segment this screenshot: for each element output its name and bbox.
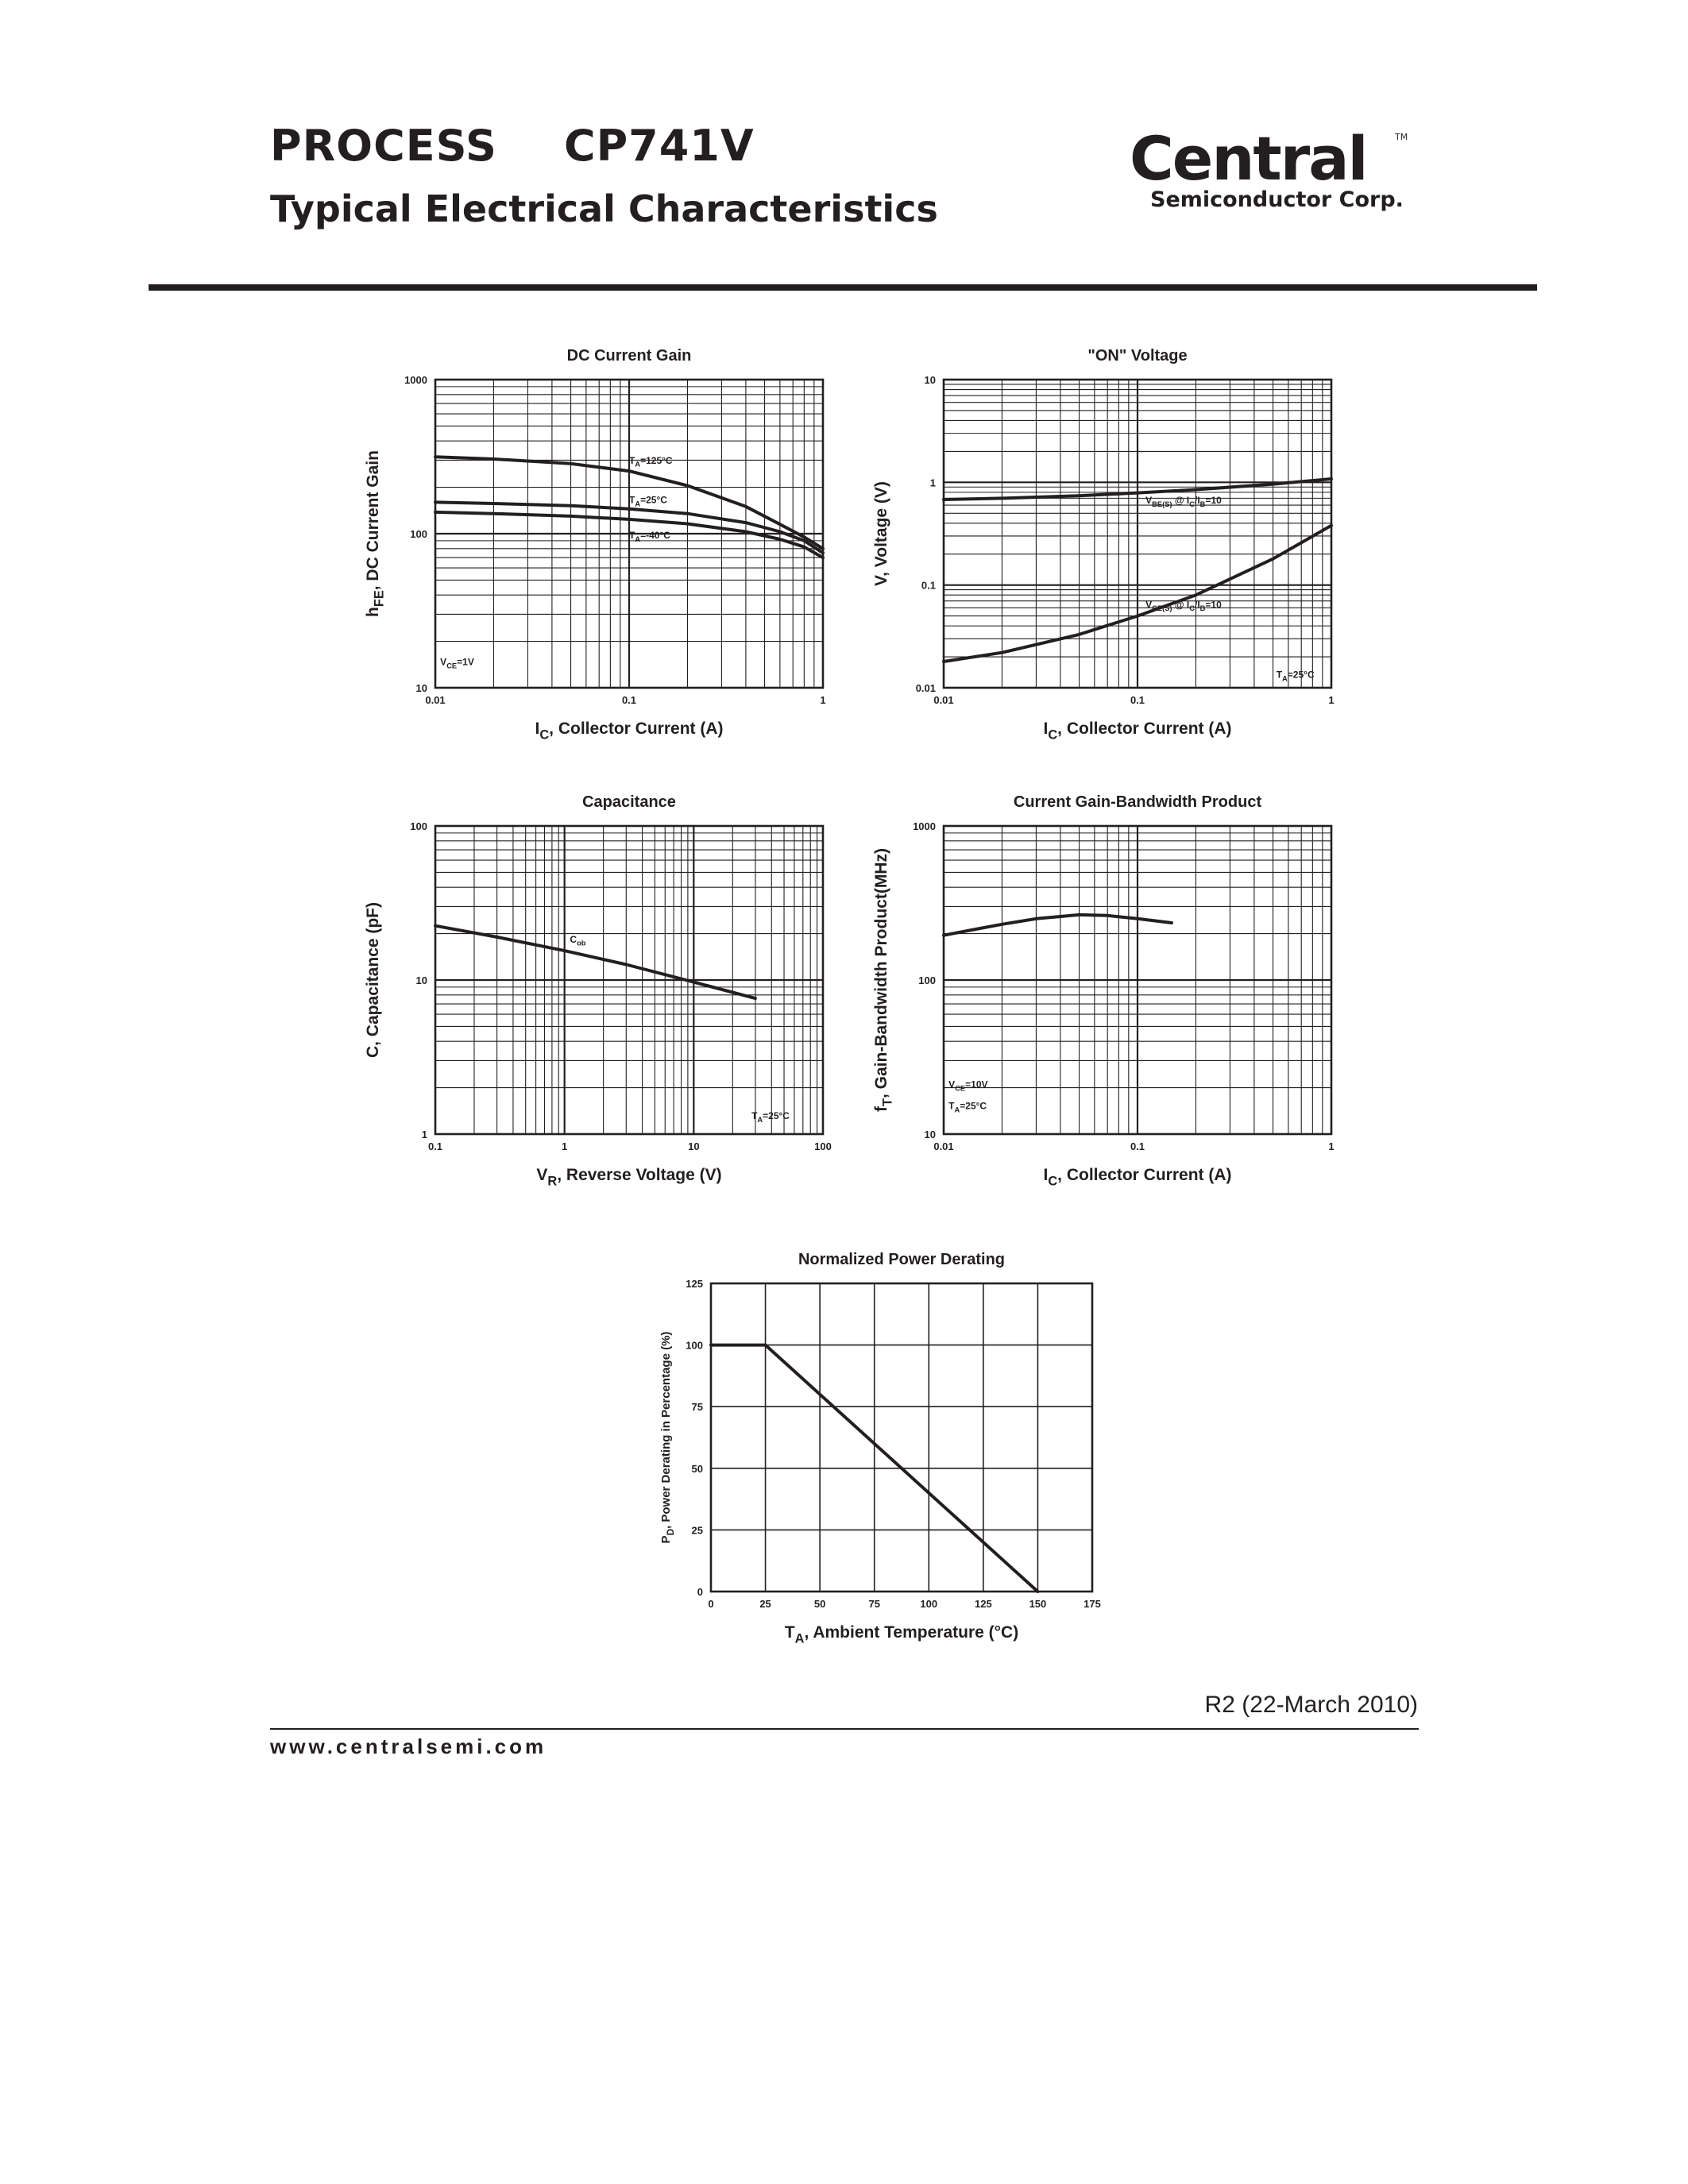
plot-frame [711,1283,1092,1592]
y-tick-label: 50 [691,1462,703,1475]
capacitance-chart [364,793,832,1189]
x-tick-label: 0.1 [621,694,637,706]
part-number: CP741V [563,121,755,171]
x-tick-label: 0.01 [425,694,446,706]
annotation-label: $T_A=125^\circ C$ [629,454,673,469]
x-tick-label: 100 [814,1140,832,1152]
x-tick-label: 1 [1328,1140,1335,1152]
y-tick-label: 125 [686,1278,703,1290]
x-axis-label: $I_C$, Collector Current (A) [1043,1166,1232,1189]
y-tick-label: 0.01 [915,682,936,694]
logo-trademark: TM [1395,132,1408,142]
annotation-label: $V_{CE}=10V$ [948,1078,988,1093]
y-tick-label: 0.1 [921,579,936,592]
y-tick-label: 75 [691,1401,703,1414]
dc-current-gain-chart [364,347,826,743]
y-tick-label: 1 [421,1129,427,1140]
revision-note: R2 (22-March 2010) [1204,1692,1418,1718]
x-tick-label: 0.01 [933,1140,954,1152]
on-voltage-chart [872,347,1335,743]
x-tick-label: 1 [1328,694,1335,706]
x-tick-label: 10 [688,1140,700,1152]
annotation-label: $V_{BE(S)}$ @ $I_C/I_B=10$ [1145,495,1222,509]
footer-url: www.centralsemi.com [270,1734,547,1758]
annotation-label: $T_A=25^\circ C$ [751,1110,790,1125]
x-axis-label: $I_C$, Collector Current (A) [1043,720,1232,743]
annotation-label: $C_{ob}$ [570,933,586,947]
document-subtitle: Typical Electrical Characteristics [270,187,938,230]
y-tick-label: 10 [924,1129,936,1140]
y-tick-label: 1000 [404,374,427,386]
y-tick-label: 100 [918,974,936,986]
x-tick-label: 125 [975,1598,992,1610]
x-tick-label: 150 [1029,1598,1047,1610]
chart-title: Current Gain-Bandwidth Product [1013,793,1262,811]
y-tick-label: 0 [697,1586,703,1598]
logo-tagline: Semiconductor Corp. [1150,187,1404,212]
x-tick-label: 0.1 [1130,694,1145,706]
y-axis-label: $f_T$, Gain-Bandwidth Product(MHz) [872,848,895,1112]
x-tick-label: 25 [759,1598,771,1610]
y-tick-label: 100 [686,1339,703,1352]
annotation-label: $V_{CE(S)}$ @ $I_C/I_B=10$ [1145,599,1222,613]
x-tick-label: 1 [562,1140,568,1152]
x-tick-label: 0.1 [427,1140,443,1152]
x-tick-label: 100 [920,1598,938,1610]
chart-title: "ON" Voltage [1087,347,1188,365]
x-tick-label: 0.01 [933,694,954,706]
y-axis-label: V, Voltage (V) [872,481,890,586]
y-tick-label: 100 [410,528,427,540]
logo-wordmark: Central [1130,123,1367,194]
x-tick-label: 1 [820,694,826,706]
chart-title: DC Current Gain [566,347,692,365]
x-axis-label: $T_A$, Ambient Temperature (°C) [784,1623,1019,1646]
x-axis-label: $I_C$, Collector Current (A) [535,720,724,743]
y-axis-label: $P_D$, Power Derating in Percentage (%) [659,1331,676,1544]
y-axis-label: C, Capacitance (pF) [364,901,382,1059]
chart-title: Normalized Power Derating [798,1251,1006,1268]
x-axis-label: $V_R$, Reverse Voltage (V) [536,1166,722,1189]
annotation-label: $T_A=25^\circ C$ [629,494,667,508]
x-tick-label: 0 [708,1598,714,1610]
chart-title: Capacitance [582,793,676,811]
x-tick-label: 50 [813,1598,826,1610]
annotation-label: $T_A=25^\circ C$ [1276,669,1315,683]
y-tick-label: 100 [410,820,427,832]
y-tick-label: 10 [415,682,427,694]
y-tick-label: 1 [929,477,936,489]
y-tick-label: 1000 [913,820,936,832]
annotation-label: $V_{CE}=1V$ [440,656,474,670]
y-tick-label: 10 [415,974,427,986]
annotation-label: $T_A=25^\circ C$ [948,1100,987,1114]
y-tick-label: 10 [924,374,936,386]
x-tick-label: 0.1 [1130,1140,1145,1152]
annotation-label: $T_A=-40^\circ C$ [629,530,670,543]
power-derating-chart [659,1251,1101,1646]
footer-rule [270,1728,1419,1730]
y-axis-label: $h_{FE}$, DC Current Gain [364,450,387,617]
process-label: PROCESS [270,121,497,171]
y-tick-label: 25 [691,1524,703,1537]
gain-bandwidth-chart [872,793,1335,1189]
x-tick-label: 175 [1083,1598,1101,1610]
x-tick-label: 75 [868,1598,880,1610]
